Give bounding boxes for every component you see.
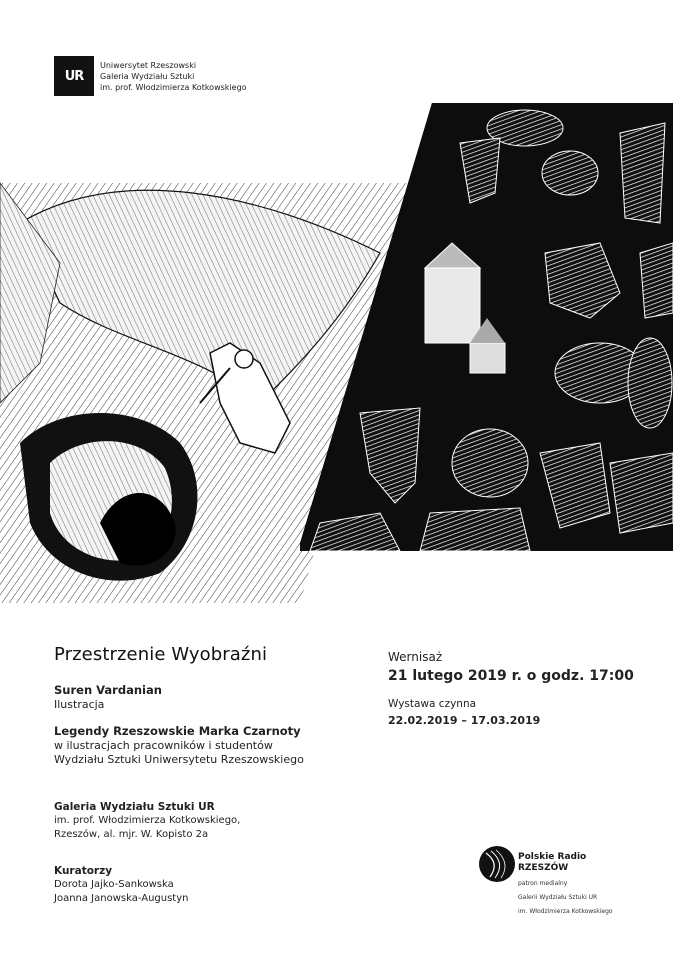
artwork <box>0 103 673 608</box>
ur-logo-icon: UR <box>54 56 94 96</box>
gallery-title: Galeria Wydziału Sztuki UR <box>54 801 215 813</box>
patron-name: im. prof. Włodzimierza Kotkowskiego <box>100 82 247 92</box>
gallery-line-1: im. prof. Włodzimierza Kotkowskiego, <box>54 815 241 826</box>
exhibition-description <box>54 683 304 768</box>
media-patron <box>478 845 613 916</box>
curator-name: Joanna Janowska-Augustyn <box>54 893 189 904</box>
artist-name: Suren Vardanian <box>54 683 162 697</box>
logo-caption <box>100 60 247 93</box>
exhibition-title: Przestrzenie Wyobraźni <box>54 644 268 665</box>
exhibition-label: Wystawa czynna <box>388 698 477 710</box>
artist-role: Ilustracja <box>54 697 105 711</box>
artwork-illustration <box>0 103 673 608</box>
curators-label: Kuratorzy <box>54 865 113 877</box>
radio-name-1: Polskie Radio <box>518 852 587 862</box>
radio-sub-3: im. Włodzimierza Kotkowskiego <box>518 908 613 915</box>
vernissage-date: 21 lutego 2019 r. o godz. 17:00 <box>388 668 634 684</box>
gallery-name: Galeria Wydziału Sztuki <box>100 71 195 81</box>
exhibition-dates: 22.02.2019 – 17.03.2019 <box>388 714 541 727</box>
vernissage-label: Wernisaż <box>388 650 443 664</box>
gallery-line-2: Rzeszów, al. mjr. W. Kopisto 2a <box>54 829 209 840</box>
polskie-radio-icon <box>478 845 516 883</box>
radio-name-2: RZESZÓW <box>518 863 569 873</box>
event-dates <box>388 650 634 727</box>
project-line-1: w ilustracjach pracowników i studentów <box>54 738 273 752</box>
project-title: Legendy Rzeszowskie Marka Czarnoty <box>54 724 301 738</box>
project-line-2: Wydziału Sztuki Uniwersytetu Rzeszowskiego <box>54 753 304 766</box>
gallery-address <box>54 800 240 842</box>
radio-sub-2: Galerii Wydziału Sztuki UR <box>518 894 598 901</box>
curators <box>54 864 188 906</box>
university-logo <box>54 56 247 96</box>
radio-sub-1: patron medialny <box>518 880 568 887</box>
radio-caption <box>518 852 613 916</box>
curator-name: Dorota Jajko-Sankowska <box>54 879 174 890</box>
university-name: Uniwersytet Rzeszowski <box>100 60 197 70</box>
